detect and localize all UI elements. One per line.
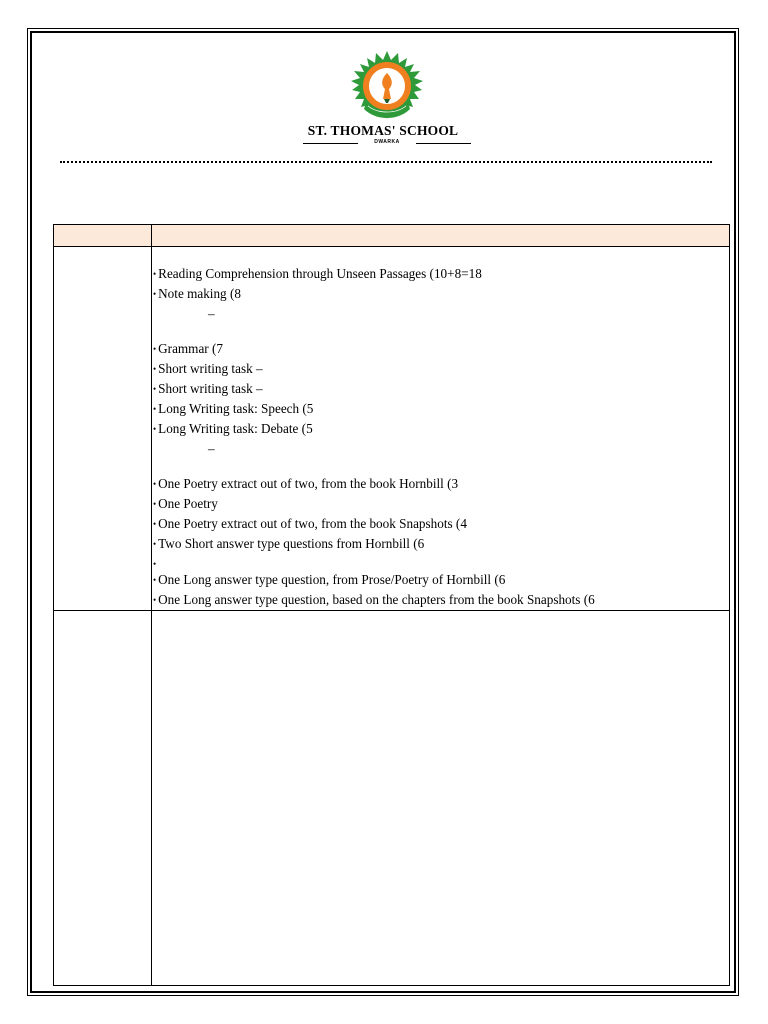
syllabus-table xyxy=(53,224,730,986)
school-crest-logo xyxy=(350,51,424,127)
school-name: ST. THOMAS' SCHOOL xyxy=(307,123,459,138)
list-item: • Two Short answer type questions from Hornbill (6 xyxy=(153,536,425,551)
table-row xyxy=(54,247,730,611)
table-header-row xyxy=(54,225,730,247)
list-item: • Long Writing task: Debate (5 xyxy=(153,421,313,436)
page-header xyxy=(32,33,734,173)
header-cell-2 xyxy=(152,225,730,247)
header-cell-1 xyxy=(54,225,152,247)
document-page xyxy=(30,31,736,993)
row1-cell-2 xyxy=(152,247,730,611)
row2-cell-2 xyxy=(152,611,730,986)
row1-cell-1 xyxy=(54,247,152,611)
dotted-divider xyxy=(60,161,712,163)
syllabus-list xyxy=(152,247,729,610)
list-item: • One Long answer type question, based on the chapters from the book Snapshots (6 xyxy=(153,592,595,607)
list-item: • Short writing task – xyxy=(153,361,263,376)
list-item: • Short writing task – xyxy=(153,381,263,396)
list-item: • One Long answer type question, from Prose/Poetry of Hornbill (6 xyxy=(153,572,506,587)
list-item: • xyxy=(153,559,157,569)
list-item: • One Poetry extract out of two, from the book Hornbill (3 xyxy=(153,476,459,491)
list-item: – xyxy=(208,441,215,456)
list-item: • One Poetry xyxy=(153,496,218,511)
right-rule xyxy=(416,143,471,144)
table-row xyxy=(54,611,730,986)
school-location: DWARKA xyxy=(374,139,400,145)
school-location-line xyxy=(303,139,471,147)
list-item: – xyxy=(208,306,215,321)
list-item: • Grammar (7 xyxy=(153,341,223,356)
list-item: • One Poetry extract out of two, from the book Snapshots (4 xyxy=(153,516,467,531)
row2-cell-1 xyxy=(54,611,152,986)
list-item: • Reading Comprehension through Unseen Passages (10+8=18 xyxy=(153,266,482,281)
list-item: • Long Writing task: Speech (5 xyxy=(153,401,314,416)
list-item: • Note making (8 xyxy=(153,286,241,301)
